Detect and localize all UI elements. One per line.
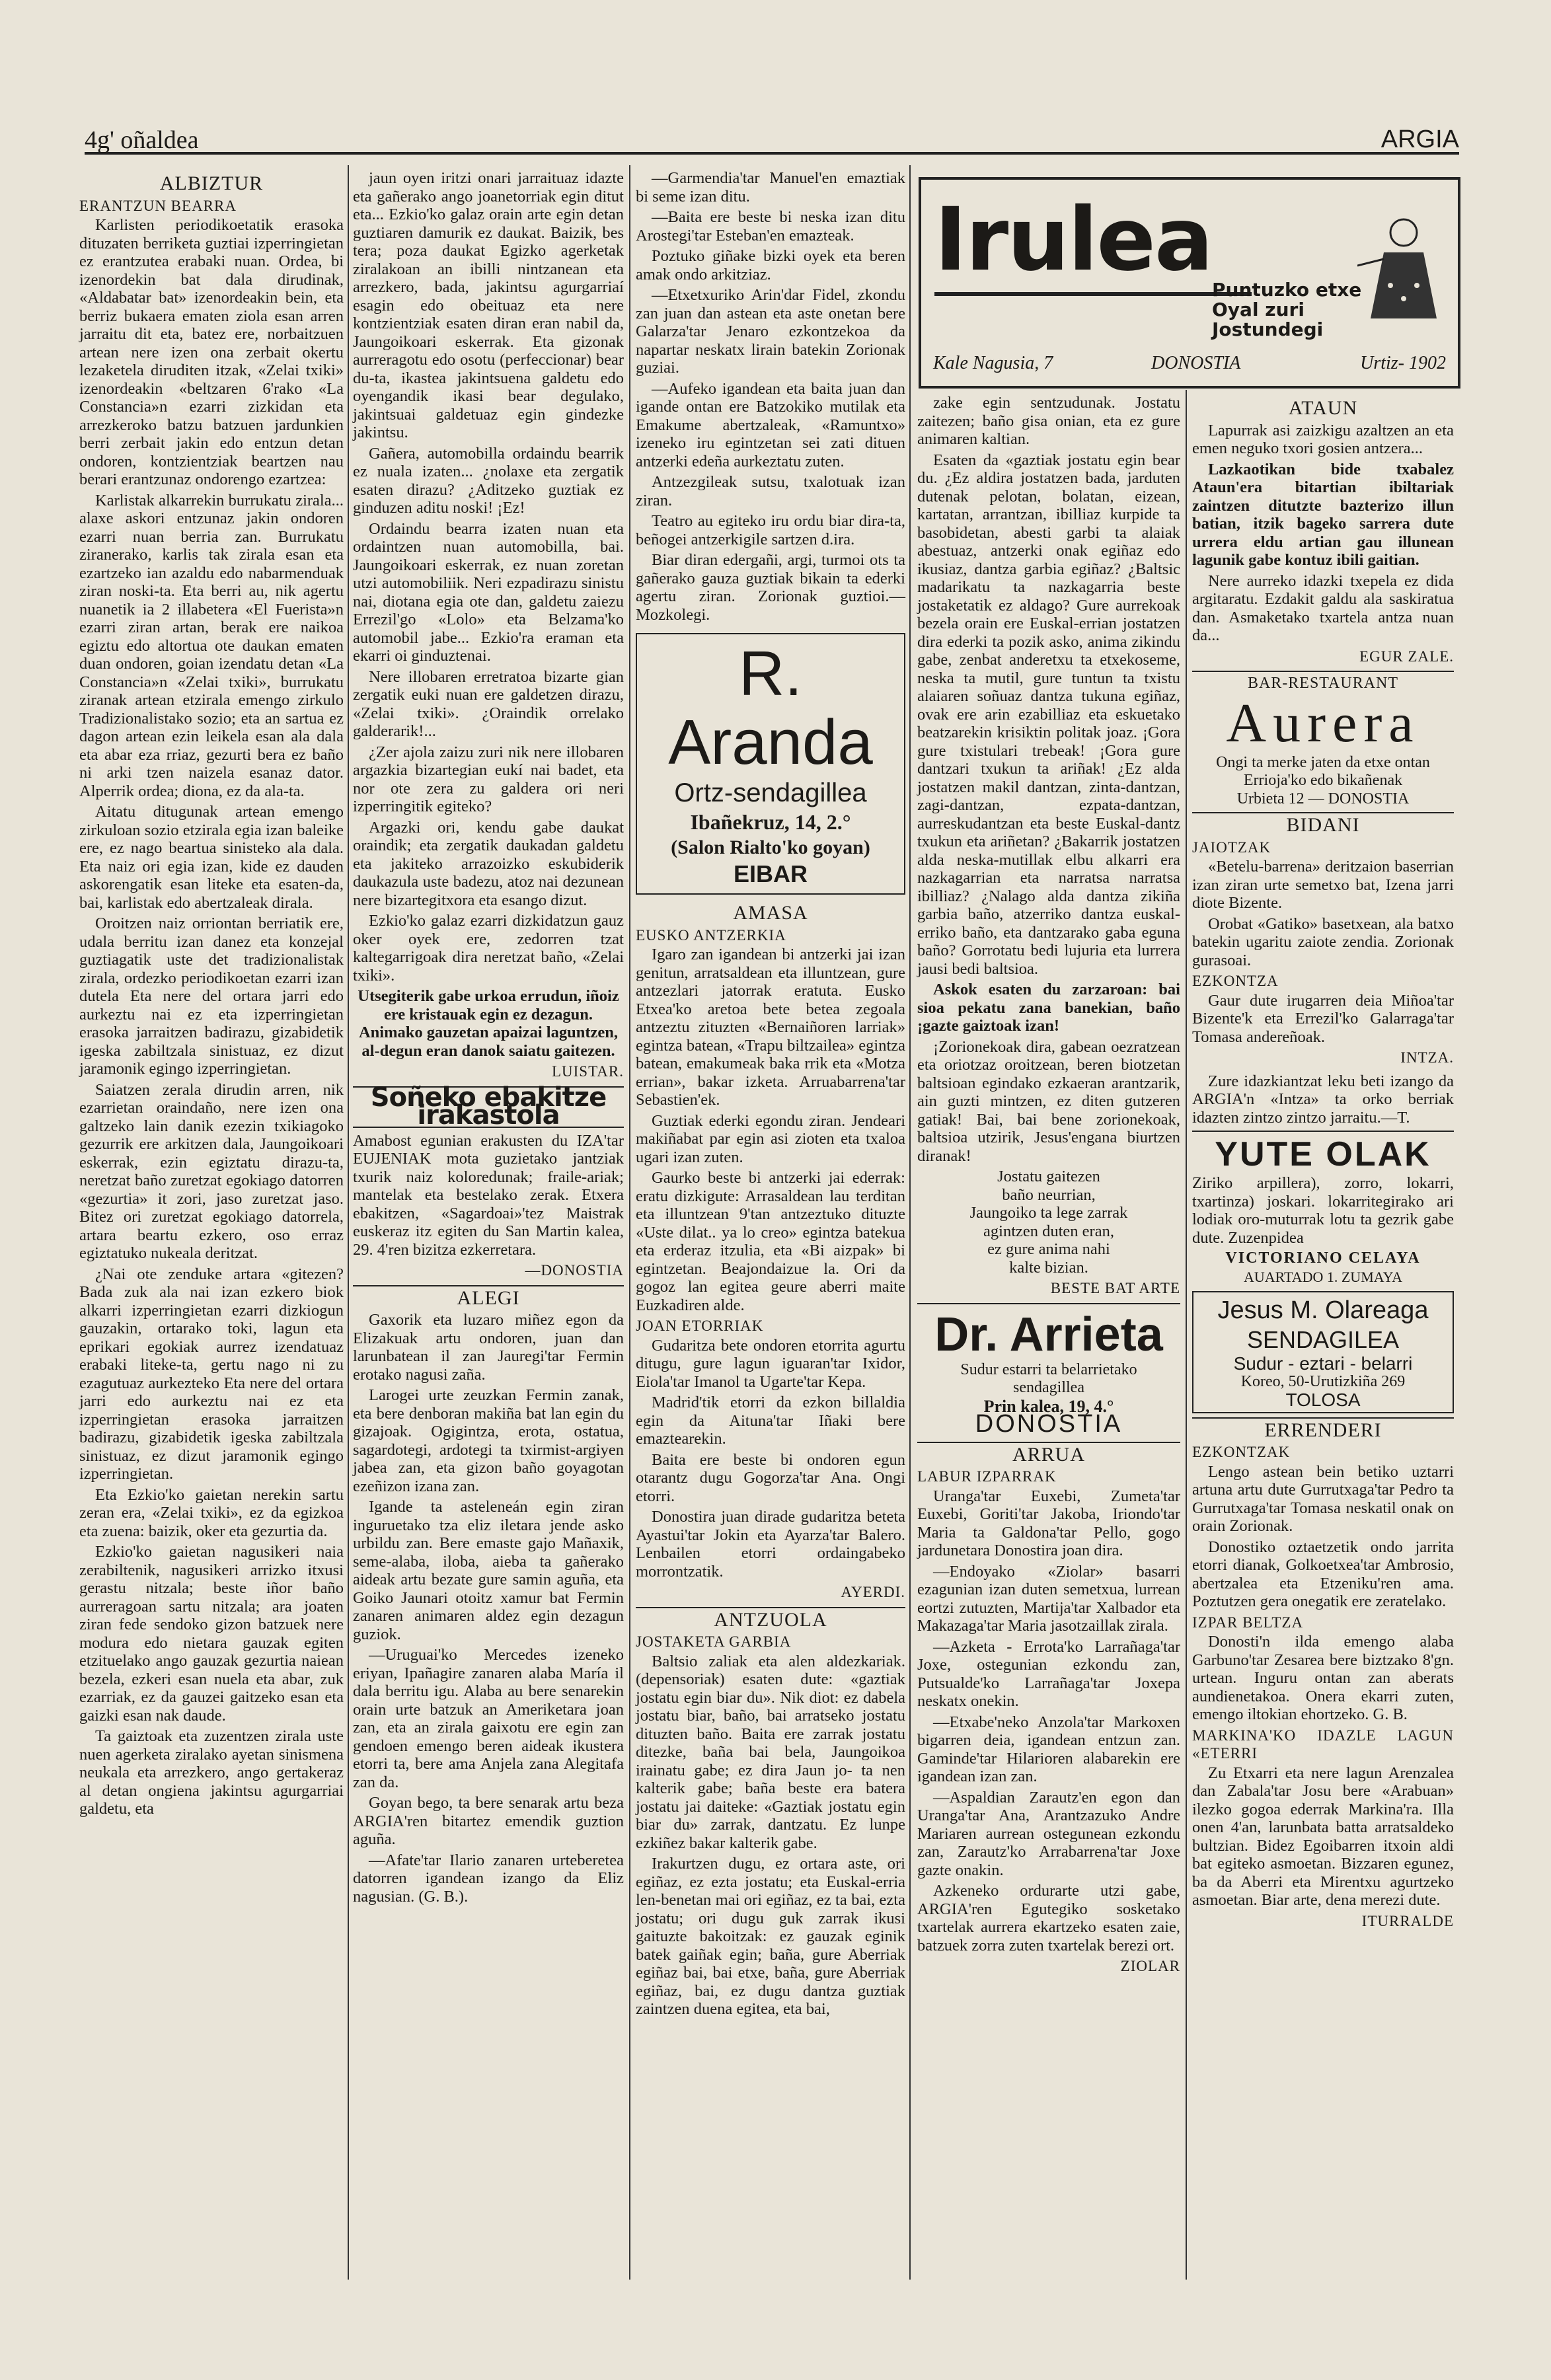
paragraph: Ordaindu bearra izaten nuan eta ordaintzen nuan automobilla, bai. Jaungoikoari eskerrak, ez nuan zoretan utzi automobiliik. Neri ezpadirazu sinistu nai, diotana egia ote dan, galdetu zaiezu Errezil'go «Lolo» eta Belzama'ko automobil jabe... Ezkio'ra eraman eta ekarri oi ginduztenai. (353, 519, 624, 665)
ad-line: BAR-RESTAURANT (1247, 675, 1399, 692)
paragraph: Nere illobaren erretratoa bizarte gian zergatik euki nuan ere galdetzen dirazu, «Zelai txiki». ¿Oraindik orrelako galderarik!... (353, 667, 624, 740)
paragraph: Gaurko beste bi antzerki jai ederrak: eratu dizkigute: Arrasaldean lau terditan eta illuntzean 9'tan antzeztuko dituzte «Uste dilat.. ya lo creo» egintza batekua eta erderaz itzulia, eta «Bi aizpak» bi egintzetan. Beajondaizue la. Ori da gogoz lan egitea geure aberri maite Euzkadiren alde. (636, 1169, 905, 1314)
ad-city: DONOSTIA (1151, 353, 1241, 373)
aranda-ad (636, 633, 905, 895)
paragraph: Donosti'n ilda emengo alaba Garbuno'tar Zesarea bere biztzako 8'gn. urtean. Inguru ontan zan aberats aundienetakoa. Onera ekarri zuten, emengo iltokian ehortzeko. G. B. (1192, 1633, 1454, 1723)
olareaga-ad (1192, 1291, 1454, 1413)
paragraph: Karlisten periodikoetatik erasoka dituzaten berriketa guztiai izperringietan ez erantzutea erabaki nuan. Ordea, bi izenordekin bat dala dirudinak, «Aldabatar bat» izenordeakin bein, eta berriz bukaera ematen ziola esan arren jarraitu dit eta, batez ere, norbaitzuen artean nere izen ona zerbait okertu lezaketela diruditen itzak, «Zelai txiki» izenordeakin «beltzaren 6'rako «La Constancia»n ezarri zizkidan eta arrezkeroko batzu batzuen jardunkien berri zerbait jakin edo entzun detan ondoren, kontzientziak beartzen nau berari erantzunaz ondorengo ezartzea: (79, 216, 344, 488)
ad-line: Ongi ta merke jaten da etxe ontan (1216, 753, 1430, 771)
column-rule (909, 165, 911, 2280)
paper-name: ARGIA (1381, 126, 1459, 153)
ad-name: YUTE OLAK (1215, 1135, 1431, 1173)
paragraph: Gaur dute irugarren deia Miñoa'tar Bizente'k eta Errezil'ko Galarraga'tar Tomasa andereñoak. (1192, 991, 1454, 1046)
poem-line: agintzen duten eran, (983, 1222, 1114, 1240)
paragraph: Guztiak ederki egondu ziran. Jendeari makiñabat par egin asi zioten eta txaloa ugari izan zuten. (636, 1111, 905, 1166)
paragraph: —Baita ere beste bi neska izan ditu Arostegi'tar Esteban'en emazteak. (636, 208, 905, 244)
paragraph: Igaro zan igandean bi antzerki jai izan genitun, arratsaldean eta illuntzean, gure antzezlari jatorrak eratuta. Eusko Etxea'ko aretoa bete betea zegoala antzeztu zituzten «Bernaiñoren larriak» egintza batean, «Trapu biltzailea» egintza batean, emakumeak baka rrik eta «Motza errian», bakar izketa. Arruabarrena'tar Sebastien'ek. (636, 946, 905, 1109)
paragraph: Ezkio'ko gaietan nagusikeri naia zerabiltenik, nagusikeri arrizko itxusi gerastu nitzala; beste iñor baño aurreragoan sartu nitzala; ara joaten ziran fede sendoko gizon batzuek nere modura edo nietara gauzak egiten etzituelako ango gauzak gezurtia naiean bezela, ezkeri esan nuela eta abar, zuk ezarriak, ez da gauzei gaitzeko esan eta gaizki esan nak daude. (79, 1543, 344, 1725)
ad-line: Sudur estarri ta belarrietako (960, 1360, 1137, 1378)
column-rule (348, 165, 349, 2280)
ad-date: Urtiz- 1902 (1360, 353, 1446, 373)
paragraph: Poztuko giñake bizki oyek eta beren amak ondo arkitziaz. (636, 247, 905, 283)
paragraph: jaun oyen iritzi onari jarraituaz idazte eta gañerako ango joanetorriak egin ditut eta... Ezkio'ko galaz orain arte egin detan guztiaren damurik ez daukat. Baizik, bes tera; poza daukat Egizko agerketak ziralakoan an ibilli nintzanean eta arrezkero, bada, jakintsu agurgarriaí esagin edo obeituaz eta nere kontzientziak esaten diran eran nabil da, Jaungoikoari eskerrak. Eta gizonak aurreragotu edo osotu (perfeccionar) bear du-ta, ikastea jakintsuena galdetu edo oyengandik ikasi bear degulako, jakintsuai galdetuaz egin gindezke jakintsu. (353, 169, 624, 441)
aurera-ad (1192, 671, 1454, 808)
page-number: 4g' oñaldea (85, 126, 199, 154)
column-rule (1186, 390, 1187, 2280)
ad-line: Urbieta 12 — DONOSTIA (1236, 790, 1410, 807)
signature: AYERDI. (841, 1584, 905, 1600)
section-subtitle: EZKONTZA (1192, 973, 1279, 989)
ad-title: Soñeko ebakitze irakastola (353, 1086, 624, 1128)
section-subtitle: EZKONTZAK (1192, 1444, 1291, 1460)
ad-name: Dr. Arrieta (934, 1308, 1163, 1361)
paragraph: —Endoyako «Ziolar» basarri ezagunian izan duten semetxua, lurrean eortzi zutuzten, Martija'tar Xalbador eta Makazaga'tar Maria jasotzaillak zirala. (917, 1562, 1180, 1635)
paragraph: Aitatu ditugunak artean emengo zirkuloan sozio etzirala egia izan baleike ere, ez nago beartua sinisteko ala dala. Eta naiz ori egia izan, kide ez dauden askorengatik esan liteke eta esaten-da, bai, karlistak edo abertzaleak dirala. (79, 803, 344, 912)
ad-line: TOLOSA (1285, 1390, 1361, 1410)
paragraph: Saiatzen zerala dirudin arren, nik ezarrietan oraindaño, nere izen ona galtzeko lain danik ezezin txikiagoko gezurrik ere arkitzen dala, Jaungoikoari eskerrak, ezin egiztatu dirazu-ta, neretzat baño zuretzat egokiago datorren «gezurtia» it zori, jaso zuretzat jaso. Bitez ori zuretzat egokiago datorrela, artara beartu ezkero, oso erraz egiztatuko nukeala deritzat. (79, 1080, 344, 1262)
paragraph: Karlistak alkarrekin burrukatu zirala... alaxe askori entzunaz jakin ondoren ezarri nuan berria zan. Burrukatu ziranerako, karlis tak zirala esan eta ezartzeko ian azaldu edo nabarmenduak ziran noski-ta. Eta berri au, nik agertu nuanetik ia 2 illabetera «El Fuerista»n ezarri ziran artan, berak ere naikoa egiztu edo altortua ote daukan ematen duan ondoren, goian izendatu detan «La Constancia»n «Zelai txiki», burrukatu ziranak artean etzirala emengo zirkulo Tradizionalistako sozio; eta an sartua ez dagon artean ezin leikela esan ala dala eta abar eza rriaz, gezurti bera ez baño ni arki tzen naizela esanaz dator. Alperrik ordea; diona, ez da ala-ta. (79, 491, 344, 800)
paragraph: Madrid'tik etorri da ezkon billaldia egin da Aituna'tar Iñaki bere emaztearekin. (636, 1394, 905, 1448)
section-title: BIDANI (1192, 812, 1454, 835)
ad-rule (934, 292, 1252, 296)
paragraph: —Azketa - Errota'ko Larrañaga'tar Joxe, ostegunian ezkondu zan, Putsualde'ko Larrañaga'tar Joxepa neskatx onekin. (917, 1637, 1180, 1710)
paragraph: Uranga'tar Euxebi, Zumeta'tar Euxebi, Goriti'tar Jakoba, Iriondo'tar Maria ta Galdona'tar Pello, gogo jardunetara Donostira joan dira. (917, 1487, 1180, 1559)
ad-line: DONOSTIA (975, 1410, 1123, 1438)
paragraph: —Afate'tar Ilario zanaren urteberetea datorren igandean izango da Eliz nagusian. (G. B.). (353, 1851, 624, 1906)
column-3 (636, 169, 905, 2021)
paragraph: Argazki ori, kendu gabe daukat oraindik; eta zergatik daukadan galdetu eta jakiteko arrazoizko eskubiderik daukazula uste badezu, atoz nai dezunean nere bizartegitxora eta esango dizut. (353, 818, 624, 909)
signature: EGUR ZALE. (1359, 648, 1454, 665)
ad-text: Amabost egunian erakusten du IZA'tar EUJENIAK mota guzietako jantziak txurik naiz koloredunak; fraile-ariak; mantelak eta bestelako zerak. Etxera ebakitzen, «Sagardoai»'tez Maistrak euskeraz itz egiten du San Martin kalea, 29. 4'ren bizitza ezkerretara. (353, 1131, 624, 1259)
section-title: ATAUN (1288, 397, 1358, 419)
paragraph: ¿Nai ote zenduke artara «gitezen? Bada zuk ala nai izan ezkero biok alkarri izperringietan ezarri dizkiogun gauzakin, ortarako toki, lagun eta eprikari egokiak aurrez izendatuaz erabaki liteke-ta, gertu nago ni zu ezagutuaz aurkezteko Eta nere del ortara jarri edo aurkeztu nai ez eta izperringietan erasoka jarraitzen badirazu, gizabidetik igeska zabiltzala sinistuaz, ez dizut jaramonik egingo izperringietan. (79, 1265, 344, 1483)
paragraph: zake egin sentzudunak. Jostatu zaitezen; baño gisa onian, eta ez gure animaren kaltian. (917, 394, 1180, 448)
paragraph: Eta Ezkio'ko gaietan nerekin sartu zeran era, «Zelai txiki», ez da egizkoa eta zuena: baizik, oker eta gezurtia da. (79, 1485, 344, 1540)
poem-line: Jostatu gaitezen (997, 1168, 1100, 1185)
paragraph: —Etxabe'neko Anzola'tar Markoxen bigarren deia, igandean entzun zan. Gaminde'tar Hilarioren alabarekin ere igandean izan zan. (917, 1713, 1180, 1785)
section-subtitle: LABUR IZPARRAK (917, 1468, 1057, 1485)
poem-line: Jaungoiko ta lege zarrak (969, 1204, 1128, 1222)
paragraph: Askok esaten du zarzaroan: bai sioa pekatu zana banekian, baño ¡gazte gaiztoak izan! (917, 981, 1180, 1035)
ad-line: EIBAR (733, 860, 808, 887)
paragraph: Lengo astean bein betiko uztarri artuna artu dute Gurrutxaga'tar Pedro ta Gurrutxaga'tar Tomasa neskatil onak on orain Zorionak. (1192, 1462, 1454, 1535)
paragraph: Orobat «Gatiko» basetxean, ala batxo batekin ugaritu zaiote zendia. Zorionak gurasoai. (1192, 914, 1454, 969)
ad-line: (Salon Rialto'ko goyan) (671, 837, 870, 858)
paragraph: Donostiko oztaetzetik ondo jarrita etorri dianak, Golkoetxea'tar Ambrosio, abertzalea eta Etzeniku'ren ama. Poztutzen gera onegatik ere zeratelako. (1192, 1538, 1454, 1610)
ad-line-2: Oyal zuri (1212, 299, 1305, 320)
ad-name: Irulea (934, 189, 1213, 291)
paragraph: —Etxetxuriko Arin'dar Fidel, zkondu zan juan dan astean eta aste onetan bere Galarza'tar Jenaro ezkontzekoa da napartar neskatx lirain batekin Zorionak guziai. (636, 286, 905, 377)
arrieta-ad (917, 1303, 1180, 1438)
article-subtitle: ERANTZUN BEARRA (79, 197, 237, 214)
ad-line: SENDAGILEA (1246, 1326, 1400, 1353)
section-subtitle: JOAN ETORRIAK (636, 1318, 764, 1334)
paragraph: ¿Zer ajola zaizu zuri nik nere illobaren argazkia bizartegian eukí nai badet, eta nor ote zera zu galdera ori neri izperringitik egiteko? (353, 743, 624, 815)
column-2 (353, 169, 624, 1908)
section-title: ERRENDERI (1192, 1417, 1454, 1440)
signature: INTZA. (1400, 1049, 1454, 1066)
paragraph: Zure idazkiantzat leku beti izango da ARGIA'n «Intza» ta orko berriak idazten zintzo zintzo jarraitu.—T. (1192, 1072, 1454, 1127)
ad-line: Ortz-sendagillea (674, 778, 867, 807)
paragraph: Gudaritza bete ondoren etorrita agurtu ditugu, gure lagun iguaran'tar Ixidor, Eiola'tar Imanol ta Ugarte'tar Kepa. (636, 1336, 905, 1391)
signature: LUISTAR. (551, 1063, 624, 1080)
paragraph: Gaxorik eta luzaro miñez egon da Elizakuak artu ondoren, juan dan larunbatean il zan Jauregi'tar Fermin erotako nagusi zaña. (353, 1311, 624, 1384)
page-header (85, 126, 1459, 155)
paragraph: Gañera, automobilla ordaindu bearrik ez nuala izaten... ¿nolaxe eta zergatik esaten dirazu? ¿Aditzeko guztiak ez ginduzen aditu noski! ¡Ez! (353, 444, 624, 517)
ad-line: VICTORIANO CELAYA (1225, 1249, 1421, 1267)
ad-line: Koreo, 50-Urutizkiña 269 (1240, 1372, 1406, 1390)
poem (917, 1168, 1180, 1277)
paragraph: —Uruguai'ko Mercedes izeneko eriyan, Ipañagire zanaren alaba María il dala berritu igu. Alaba au bere senarekin orain urte batzuk an Ameriketara joan zan, eta an zirala gaixotu ere egin zan gendoen emengo beren aideak ikustera etorri ta, bere ama Anjela zana Alegitafa zan da. (353, 1646, 624, 1791)
section-subtitle: EUSKO ANTZERKIA (636, 926, 786, 944)
yute-ad (1192, 1131, 1454, 1286)
section-title: ANTZUOLA (636, 1607, 905, 1629)
ad-line-3: Jostundegi (1212, 318, 1324, 340)
ad-line: Ibañekruz, 14, 2.° (690, 810, 851, 834)
ad-line (1212, 280, 1361, 340)
ad-line: sendagillea (1013, 1379, 1084, 1396)
paragraph: Baltsio zaliak eta alen aldezkariak. (depensoriak) esaten dute: «gaztiak jostatu egin biar du». Nik diot: ez dabela jostatu biar, baño, bai arratseko jostatu dituzten baño. Baita ere zarrak jostatu ditezke, baña bai bela, Jaungoikoa irainatu gabe; ez dira Jaun jo- ta nen kalterik gabe; baña beste era batera jostatu jai daiteke: «Gaztiak jostatu egin biar du» zarrak, dantzatu. Ez lunpe ezkiñez bakar kalterik gabe. (636, 1652, 905, 1852)
section-title: AMASA (733, 902, 808, 924)
paragraph: Donostira juan dirade gudaritza beteta Ayastui'tar Jokin eta Ayarza'tar Balero. Lenbailen etorri ordaingabeko morrontzatik. (636, 1508, 905, 1580)
section-subtitle: JAIOTZAK (1192, 838, 1271, 856)
verse: Utsegiterik gabe urkoa errudun, iñoiz ere kristauak egin ez dezagun. Animako gauzetan apaizai laguntzen, al-degun eran danok saiatu gaitezen. (358, 987, 619, 1060)
paragraph: Irakurtzen dugu, ez ortara aste, ori egiñaz, ez ezta jostatu; eta Euskal-erria len-benetan mai ori egiñaz, ez ta bai, ezta jostatu; ori dugu guk zarrak ikusi gaituzte bakoitzak: ez gauzak eginik batek gaiñak egin; baña, gure Aberriak egiñaz bai, bai etxe, baña, gure Aberriak egiñaz, bai, ez dugu dantza guztiak zaintzen duena egitea, eta bai, (636, 1855, 905, 2018)
paragraph: —Aspaldian Zarautz'en egon dan Uranga'tar Ana, Arantzazuko Andre Mariaren aurrean ostegunean ezkondu zan, Zarautz'ko Arrabarrena'tar Joxe gazte onakin. (917, 1788, 1180, 1879)
paragraph: «Betelu-barrena» deritzaion baserrian izan ziran urte semetxo bat, Izena jarri diote Bizente. (1192, 858, 1454, 912)
paragraph: Lapurrak asi zaizkigu azaltzen an eta emen neguko txori gosien antzera... (1192, 421, 1454, 457)
ad-line: Prin kalea, 19, 4.° (983, 1396, 1114, 1416)
irulea-ad (919, 177, 1460, 389)
ad-line: Errioja'ko edo bikañenak (1243, 772, 1403, 789)
ad-name: R. Aranda (668, 638, 873, 778)
paragraph: Biar diran edergañi, argi, turmoi ots ta gañerako gauza guztiak bikain ta ederki agertu ziran. Zorionak guztioi.—Mozkolegi. (636, 551, 905, 624)
section-title: ARRUA (917, 1442, 1180, 1464)
ad-line: Sudur - eztari - belarri (1233, 1353, 1413, 1374)
paragraph: Azkeneko ordurarte utzi gabe, ARGIA'ren Egutegiko sosketako txartelak aurrera ekartzeko esaten zaie, batzuek zorra zuten txartelak berezi ort. (917, 1882, 1180, 1954)
paragraph: Ezkio'ko galaz ezarri dizkidatzun gauz oker oyek ere, zedorren tzat kaltegarrigoak dira neretzat baño, «Zelai txiki». (353, 912, 624, 985)
article-title: ALBIZTUR (159, 172, 264, 194)
paragraph: ¡Zorionekoak dira, gabean oezratzean eta oriotzaz oroitzean, beren biotzetan baltsioan egindako ezkaeran arantzarik, ain guzti mintzen, ez diten gutzeren gatiak! Bai, bai bene zorionekoak, baltsioa utzirik, Jesus'engana biurtzen diranak! (917, 1037, 1180, 1165)
paragraph: Larogei urte zeuzkan Fermin zanak, eta bere denboran makiña bat lan egin du gizajoak. Ogigintza, erota, ostatua, sagardotegi, ardotegi ta txirmist-argiyen jabea zan, eta gizon baño goyagotan ezeñizon izana zan. (353, 1386, 624, 1495)
paragraph: Nere aurreko idazki txepela ez dida argitaratu. Ezdakit galdu ala saskiratua dan. Asmaketako txartela antza nuan da... (1192, 572, 1454, 644)
paragraph: —Aufeko igandean eta baita juan dan igande ontan ere Batzokiko mutilak eta Emakume abertzaleak, «Ramuntxo» izeneko iru egintzetan sei zati dituen antzerki edeña aurkeztatu zuten. (636, 379, 905, 470)
paragraph: —Garmendia'tar Manuel'en emaztiak bi seme izan ditu. (636, 169, 905, 205)
ad-text: Ziriko arpillera), zorro, lokarri, txartinza) joskari. lokarritegirako ari lodiak oro-muturrak lotu ta gezrik gabe dute. Zuzenpidea (1192, 1174, 1454, 1247)
section-subtitle: MARKINA'KO IDAZLE LAGUN «ETERRI (1192, 1727, 1454, 1762)
paragraph: Ta gaiztoak eta zuzentzen zirala uste nuen agerketa ziralako ayetan sinismena neukala eta arrezkero, ango gertakeraz al detan ongiena jakintsu agurgarriai galdetu, eta (79, 1727, 344, 1818)
paragraph: Zu Etxarri eta nere lagun Arenzalea dan Zabala'tar Josu bere «Arabuan» ilezko gogoa ederrak Markina'ra. Illa onen 4'an, larunbata batta arratsaldeko bultzian. Bidez Egoibarren itxoin aldi bat egiteko asmoetan. Bizzaren egunez, ba da Aberri eta Mirentxu agurtzeko asmoetan. Biar arte, dena merezi dute. (1192, 1764, 1454, 1909)
section-subtitle: IZPAR BELTZA (1192, 1614, 1304, 1631)
poem-line: kalte bizian. (1009, 1258, 1088, 1277)
column-4 (917, 394, 1180, 1981)
signature: —DONOSTIA (525, 1262, 624, 1279)
signature: ZIOLAR (1120, 1958, 1180, 1974)
paragraph: Antzezgileak sutsu, txalotuak izan ziran. (636, 473, 905, 509)
poem-line: ez gure anima nahi (987, 1240, 1110, 1258)
paragraph: Esaten da «gaztiak jostatu egin bear du. ¿Ez aldira jostatzen bada, jarduten dutenak pelotan, bolatan, eizean, kartatan, arrantzan, ibilliaz kurpide ta basobidetan, abesti garbi ta alaiak abestuaz, antzerki onak egiñaz edo ikusiaz, dantza garbia egiñaz? ¿Baltsic madarikatu ta nazkagarria beste jostaketatik ez aldago? Gure aurrekoak bezela orain ere Euskal-errian jostatzen dira ederki ta pozik asko, anima zikindu gabe, zenbat anderetxu ta etxekoseme, neska ta mutil, gure tuntun ta txistu alaiaren soñuaz dantza tukuna egiñaz, ovak ere arin ezabilliaz eta eskuetako beatzarekin krisiktin politak joaz. ¡Gora gure txistulari trebeak! ¡Gora gure dantzari txukun ta ariñak! ¿Ez alda jostatzen makil dantzan, zinta-dantzan, zagi-dantzan, ezpata-dantzan, aurreskudantzan eta beste Euskal-dantz txukun eta ariñetan? ¿Bakarrik jostatzen alda neska-mutillak elbu alkarri era nazkagarrian eta narratsa narratsa ibilliaz? ¿Nalago alda dantza zikiña garbia baño, atzerriko dantza euskal-erriko baño, eta dantzarako gaba eguna baño? Gorrotatu bedi lujuria eta lurrera jausi bedi baltsioa. (917, 451, 1180, 978)
paragraph: Goyan bego, ta bere senarak artu beza ARGIA'ren bitartez emendik guztion aguña. (353, 1794, 624, 1848)
ad-address: Kale Nagusia, 7 (933, 353, 1053, 373)
paragraph: Teatro au egiteko iru ordu biar dira-ta, beñogei antzerkigile sartzen d.ira. (636, 512, 905, 548)
ad-name: Jesus M. Olareaga (1217, 1296, 1429, 1324)
section-title: ALEGI (353, 1285, 624, 1308)
ad-name: Aurera (1226, 692, 1420, 754)
paragraph: Baita ere beste bi ondoren egun otarantz dugu Gogorza'tar Ana. Ongi etorri. (636, 1450, 905, 1505)
column-rule (629, 165, 630, 2280)
section-subtitle: JOSTAKETA GARBIA (636, 1633, 792, 1650)
spinning-woman-icon (1357, 206, 1450, 338)
paragraph: Oroitzen naiz orriontan berriatik ere, udala berritu izan danez eta konzejal guztiagatik uste det tradizionalistak zirala, ordezko periodikoetan ezarri izan dutela Eta nere del ortara jarri edo aurkeztu nai ez eta izperringietan erasoka jarraitzen badirazu, gizabidetik igeska zabiltzala sinistuaz, ez dizut jaramonik egingo izperringietan. (79, 914, 344, 1078)
paragraph: Igande ta asteleneán egin ziran inguruetako tza eliz iletara jende asko urbildu zan. Bere emaste gajo Mañaxik, seme-alaba, iloba, aieba ta gañerako aideak artu bezate gure samin aguña, eta Goiko Jaunari otoitz xamur bat Fermin zanaren animaren aldez egin dezagun guziok. (353, 1498, 624, 1643)
paragraph: Lazkaotikan bide txabalez Ataun'era bitartian ibiltariak zaintzen ditutzte bazterizo illun batian, itzik bageko sarrera dute urrera eldu artian gau illunean lagunik gabe kontuz ibili gaitian. (1192, 460, 1454, 569)
signature: ITURRALDE (1361, 1912, 1454, 1929)
ad-line: AUARTADO 1. ZUMAYA (1244, 1268, 1402, 1285)
poem-line: baño neurrian, (1002, 1185, 1096, 1204)
column-5 (1192, 394, 1454, 1935)
column-1 (79, 169, 344, 1821)
ad-line-1: Puntuzko etxe (1212, 279, 1362, 301)
signature: BESTE BAT ARTE (1050, 1280, 1180, 1296)
